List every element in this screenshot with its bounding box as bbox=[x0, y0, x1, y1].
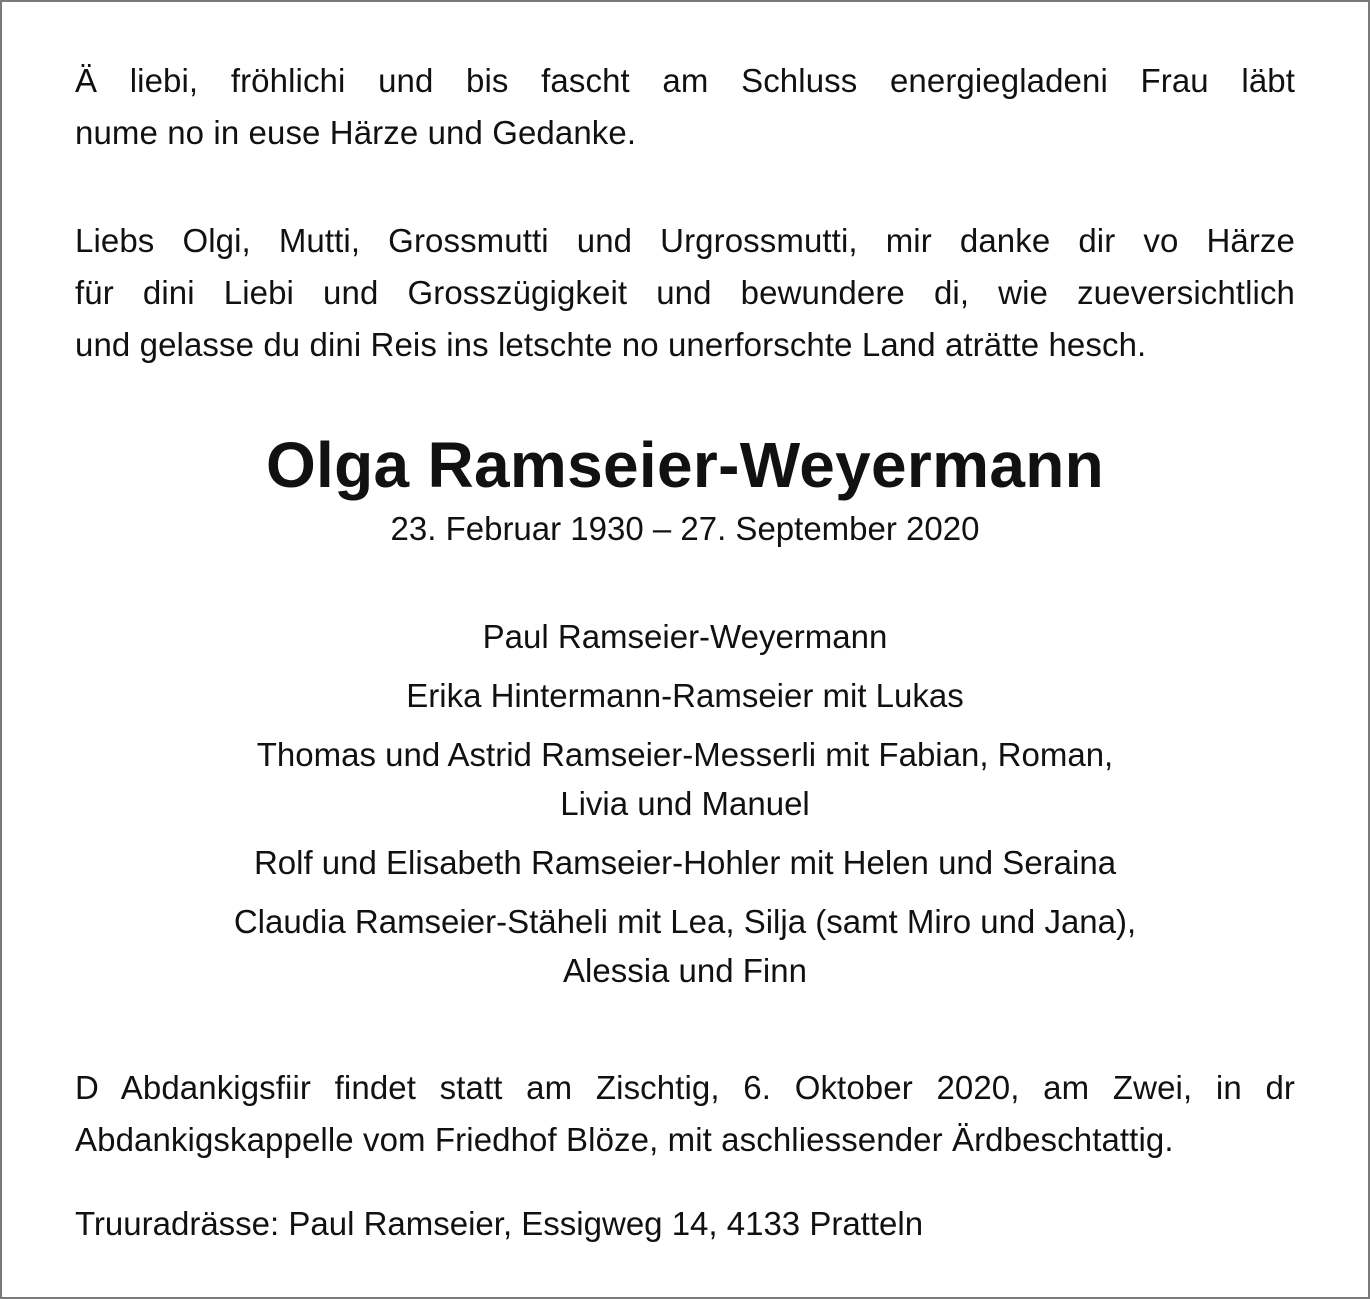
mourning-address: Truuradrässe: Paul Ramseier, Essigweg 14, 4133 Pratteln bbox=[75, 1205, 924, 1242]
service-line: D Abdankigsfiir findet statt am Zischtig, 6. Oktober 2020, am Zwei, in dr bbox=[75, 1069, 1295, 1106]
family-entry-line: Paul Ramseier-Weyermann bbox=[482, 618, 888, 655]
tribute-paragraph bbox=[75, 215, 1295, 371]
family-entry-line: Erika Hintermann-Ramseier mit Lukas bbox=[406, 677, 964, 714]
family-entry bbox=[75, 897, 1295, 995]
life-dates: 23. Februar 1930 – 27. September 2020 bbox=[390, 510, 980, 547]
tribute-line: und gelasse du dini Reis ins letschte no unerforschte Land aträtte hesch. bbox=[75, 326, 1147, 363]
intro-line: Ä liebi, fröhlichi und bis fascht am Schluss energiegladeni Frau läbt bbox=[75, 62, 1295, 99]
family-entry bbox=[75, 612, 1295, 661]
intro-paragraph bbox=[75, 55, 1295, 159]
service-paragraph bbox=[75, 1062, 1295, 1166]
family-entry-line: Alessia und Finn bbox=[563, 952, 807, 989]
tribute-line: für dini Liebi und Grosszügigkeit und bewundere di, wie zueversichtlich bbox=[75, 274, 1295, 311]
family-list bbox=[75, 612, 1295, 1005]
intro-line: nume no in euse Härze und Gedanke. bbox=[75, 114, 637, 151]
deceased-name: Olga Ramseier-Weyermann bbox=[265, 429, 1105, 501]
family-entry bbox=[75, 838, 1295, 887]
family-entry bbox=[75, 671, 1295, 720]
family-entry bbox=[75, 730, 1295, 828]
tribute-line: Liebs Olgi, Mutti, Grossmutti und Urgrossmutti, mir danke dir vo Härze bbox=[75, 222, 1295, 259]
family-entry-line: Thomas und Astrid Ramseier-Messerli mit Fabian, Roman, bbox=[256, 736, 1114, 773]
family-entry-line: Rolf und Elisabeth Ramseier-Hohler mit Helen und Seraina bbox=[253, 844, 1117, 881]
family-entry-line: Claudia Ramseier-Stäheli mit Lea, Silja (samt Miro und Jana), bbox=[233, 903, 1137, 940]
service-line: Abdankigskappelle vom Friedhof Blöze, mit aschliessender Ärdbeschtattig. bbox=[75, 1121, 1174, 1158]
family-entry-line: Livia und Manuel bbox=[560, 785, 810, 822]
